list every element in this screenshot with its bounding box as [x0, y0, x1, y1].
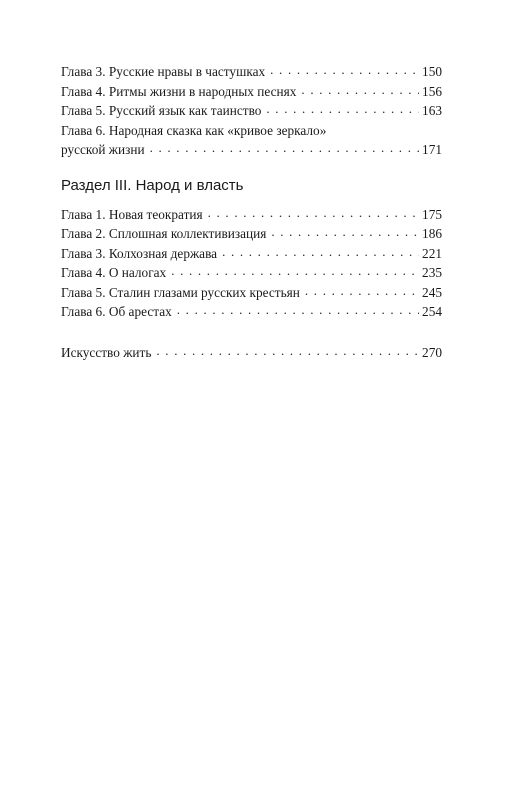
toc-entry-page: 175 [422, 206, 442, 222]
toc-entry-title: Искусство жить [61, 344, 152, 360]
toc-entry [61, 283, 442, 303]
toc-entry-title: Глава 3. Колхозная держава [61, 245, 218, 261]
toc-entry-title: Глава 6. Об арестах [61, 304, 172, 319]
toc-entry-page: 270 [422, 344, 442, 360]
dot-leader [208, 212, 419, 220]
toc-entry [61, 343, 442, 363]
dot-leader [270, 70, 419, 78]
table-of-contents [61, 62, 442, 362]
dot-leader [156, 350, 419, 358]
toc-entry-page: 235 [422, 265, 442, 280]
toc-entry-page: 171 [422, 142, 442, 157]
toc-entry-title: Глава 4. Ритмы жизни в народных песнях [61, 83, 297, 99]
toc-entry-title-line1: Глава 6. Народная сказка как «кривое зеркало» [61, 122, 327, 138]
toc-entry-page: 186 [422, 226, 442, 241]
toc-entry [61, 263, 442, 283]
dot-leader [171, 271, 419, 279]
section-heading: Раздел III. Народ и власть [61, 176, 244, 194]
toc-entry-page: 254 [422, 304, 442, 319]
toc-entry-title: Глава 2. Сплошная коллективизация [61, 226, 267, 241]
toc-entry-title: Глава 4. О налогах [61, 265, 167, 280]
toc-entry [61, 101, 442, 121]
toc-entry-page: 150 [422, 64, 442, 79]
toc-entry-multiline [61, 121, 442, 160]
toc-entry-page: 156 [422, 83, 442, 99]
toc-entry [61, 244, 442, 264]
toc-entry-title-line2: русской жизни [61, 142, 145, 157]
dot-leader [301, 89, 419, 97]
toc-entry-title: Глава 5. Сталин глазами русских крестьян [61, 284, 300, 300]
toc-entry-title: Глава 5. Русский язык как таинство [61, 103, 262, 118]
toc-entry-page: 221 [422, 245, 442, 261]
toc-entry-title: Глава 3. Русские нравы в частушках [61, 64, 266, 79]
toc-entry [61, 224, 442, 244]
spacer [61, 322, 442, 343]
dot-leader [150, 148, 419, 156]
dot-leader [305, 290, 419, 298]
toc-entry-page: 245 [422, 284, 442, 300]
toc-entry [61, 302, 442, 322]
toc-entry-title: Глава 1. Новая теократия [61, 206, 203, 222]
dot-leader [266, 109, 419, 117]
dot-leader [271, 232, 419, 240]
toc-entry [61, 62, 442, 82]
toc-entry [61, 82, 442, 102]
dot-leader [222, 251, 419, 259]
toc-entry [61, 205, 442, 225]
dot-leader [177, 310, 419, 318]
toc-entry-line2 [61, 140, 442, 160]
toc-entry-page: 163 [422, 103, 442, 118]
